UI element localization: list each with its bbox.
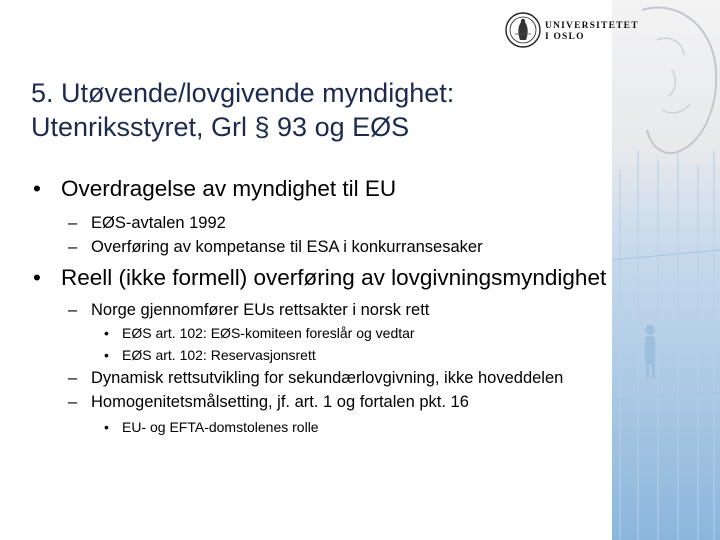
bullet-text: EØS art. 102: EØS-komiteen foreslår og vedtar [122,325,415,341]
bullet-level-3 [0,324,612,342]
bullet-marker: • [33,176,41,201]
bullet-text: EØS-avtalen 1992 [91,214,226,232]
logo-line-2: I OSLO [545,32,585,42]
title-line-2: Utenriksstyret, Grl § 93 og EØS [31,112,410,142]
logo-wordmark [545,21,639,43]
bullet-level-2 [0,237,612,257]
bullet-text: Norge gjennomfører EUs rettsakter i norsk rett [91,301,430,319]
bullet-level-2 [0,392,612,412]
university-seal-icon [505,10,541,50]
statue-background-graphic [612,0,720,540]
bullet-text: EØS art. 102: Reservasjonsrett [122,347,316,363]
bullet-level-3 [0,418,612,436]
title-line-1: 5. Utøvende/lovgivende myndighet: [31,78,455,108]
bullet-text: Overføring av kompetanse til ESA i konkurransesaker [91,238,483,256]
bullet-marker: – [68,393,78,411]
bullet-text: Reell (ikke formell) overføring av lovgivningsmyndighet [61,265,607,290]
bullet-marker: • [104,325,109,341]
bullet-level-3 [0,346,612,364]
university-logo [505,10,639,54]
bullet-marker: – [68,301,78,319]
bullet-text: Overdragelse av myndighet til EU [61,176,397,201]
bullet-list [0,176,612,440]
bullet-level-1 [0,176,612,201]
bullet-marker: • [33,265,41,290]
bullet-level-2 [0,213,612,233]
bullet-marker: – [68,214,78,232]
bullet-marker: – [68,238,78,256]
logo-line-1: UNIVERSITETET [545,21,639,31]
bullet-level-2 [0,368,612,388]
bullet-level-2 [0,300,612,320]
bullet-marker: • [104,347,109,363]
bullet-marker: • [104,419,109,435]
bullet-text: EU- og EFTA-domstolenes rolle [122,419,319,435]
bullet-marker: – [68,369,78,387]
decorative-side-panel [612,0,720,540]
slide-title [31,76,611,144]
bullet-level-1 [0,265,612,290]
bullet-text: Homogenitetsmålsetting, jf. art. 1 og fortalen pkt. 16 [91,393,469,411]
bullet-text: Dynamisk rettsutvikling for sekundærlovgivning, ikke hoveddelen [91,369,564,387]
